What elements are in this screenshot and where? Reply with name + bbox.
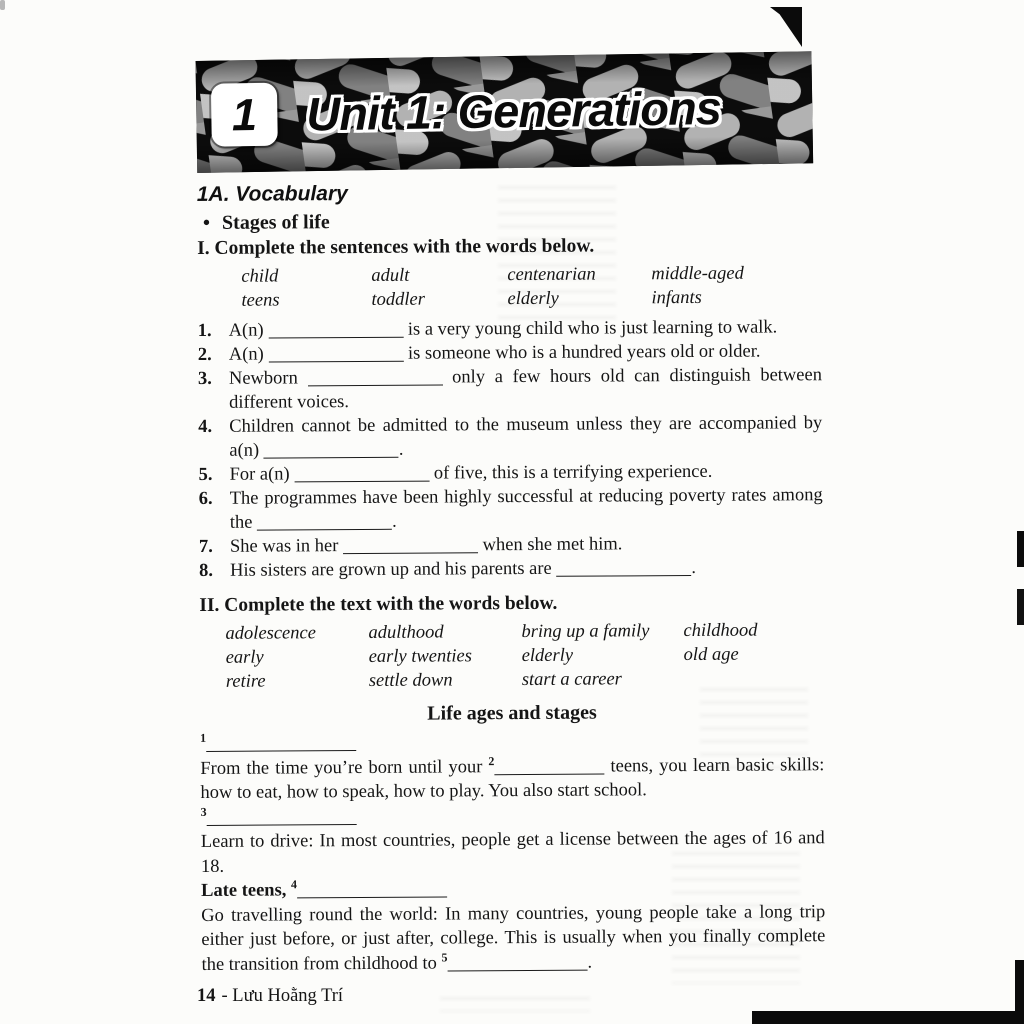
item-sentence	[229, 339, 822, 367]
item-sentence	[230, 483, 823, 535]
word-option: old age	[683, 644, 739, 666]
topic-label: Stages of life	[221, 211, 330, 234]
exercise-item	[199, 555, 823, 583]
text-run: is a very young child who is just learning to walk.	[403, 317, 778, 340]
text-run: Newborn	[228, 368, 308, 389]
text-run: only a few hours old can distinguish between different voices.	[229, 365, 823, 413]
fill-in-blank	[207, 810, 357, 826]
fill-in-blank	[494, 759, 604, 775]
unit-number: 1	[231, 89, 258, 141]
text-run: His sisters are grown up and his parents are	[230, 558, 557, 581]
fill-in-blank	[206, 736, 356, 752]
item-number: 2.	[197, 344, 212, 365]
item-sentence	[229, 459, 822, 487]
unit-number-badge	[211, 83, 278, 147]
unit-banner	[195, 51, 813, 173]
scan-artifact-right-tick	[1017, 531, 1024, 567]
text-paragraph	[201, 802, 825, 830]
fill-in-blank	[307, 371, 442, 387]
text-run: .	[691, 557, 697, 578]
word-option: adulthood	[368, 622, 444, 643]
blank-number: 1	[200, 730, 207, 745]
bleed-through-smudge	[440, 997, 590, 1012]
page-number: 14	[197, 986, 216, 1006]
text-run: is someone who is a hundred years old or older.	[403, 341, 761, 364]
item-number: 6.	[198, 488, 213, 509]
text-run: Children cannot be admitted to the museum unless they are accompanied by a(n)	[229, 413, 823, 461]
item-sentence	[230, 531, 823, 559]
text-run: when she met him.	[477, 534, 623, 556]
word-option: child	[241, 266, 279, 287]
unit-title: Unit 1: Generations	[305, 80, 722, 141]
word-option: settle down	[368, 670, 453, 691]
text-paragraph	[201, 875, 825, 903]
word-option: childhood	[683, 620, 758, 642]
item-sentence	[229, 411, 822, 463]
word-option: infants	[651, 287, 702, 309]
item-number: 7.	[198, 536, 213, 557]
text-run: The programmes have been highly successful at reducing poverty rates among the	[229, 485, 823, 533]
word-option: early twenties	[368, 646, 473, 667]
fill-in-blank	[268, 323, 403, 339]
blank-number: 5	[441, 949, 448, 964]
word-option: centenarian	[507, 264, 596, 286]
blank-number: 3	[200, 804, 207, 819]
exercise1-list	[198, 315, 824, 583]
topic-heading	[197, 206, 821, 236]
scan-artifact-right-corner	[1015, 960, 1024, 1024]
exercise-item	[198, 363, 822, 415]
exercise1-instruction: I. Complete the sentences with the words below.	[197, 235, 595, 259]
word-option: adolescence	[225, 623, 316, 644]
text-paragraph	[201, 900, 825, 977]
item-sentence	[230, 555, 823, 583]
fill-in-blank	[268, 347, 403, 363]
text-run: She was in her	[229, 536, 344, 557]
scan-artifact-corner	[770, 7, 802, 47]
item-number: 3.	[197, 368, 212, 389]
item-number: 1.	[197, 320, 212, 341]
word-option: elderly	[521, 645, 574, 667]
fill-in-blank	[264, 443, 399, 459]
bold-text: Late teens,	[201, 880, 292, 901]
text-run: teens, you learn basic skills: how to eat, how to speak, how to play. You also start school.	[200, 754, 825, 803]
item-sentence	[229, 363, 822, 415]
item-number: 4.	[198, 416, 213, 437]
word-option: start a career	[521, 669, 622, 691]
word-box-1	[241, 261, 821, 313]
fill-in-blank	[447, 955, 587, 971]
item-number: 5.	[198, 464, 213, 485]
text-run: Go travelling round the world: In many countries, young people take a long trip either just before, or just after, college. This is usually when you finally complete the transition from childhood to	[201, 901, 826, 975]
word-option: middle-aged	[651, 263, 744, 285]
exercise2-instruction: II. Complete the text with the words below.	[199, 592, 558, 616]
exercise-item	[199, 483, 823, 535]
word-option: retire	[225, 671, 266, 692]
word-option: teens	[241, 290, 280, 311]
word-option: elderly	[507, 288, 559, 310]
word-box-2	[225, 618, 823, 694]
page-footer	[197, 984, 343, 1009]
bullet-icon: •	[202, 211, 211, 234]
author-name: - Lưu Hoằng Trí	[221, 986, 344, 1006]
word-option: bring up a family	[521, 621, 650, 643]
text-paragraph	[200, 753, 824, 806]
scan-artifact-speck	[0, 0, 5, 10]
text-paragraph	[201, 826, 825, 879]
item-sentence	[229, 315, 822, 343]
reading-title: Life ages and stages	[427, 701, 597, 725]
section-heading: 1A. Vocabulary	[196, 182, 348, 206]
text-run: A(n)	[228, 344, 269, 365]
fill-in-blank	[297, 882, 447, 898]
word-option: adult	[371, 265, 410, 286]
text-run: of five, this is a terrifying experience.	[429, 461, 713, 484]
fill-in-blank	[294, 467, 429, 483]
page-content	[196, 54, 826, 977]
text-run: Learn to drive: In most countries, people get a license between the ages of 16 and 18.	[200, 828, 825, 877]
blank-number: 4	[290, 877, 298, 892]
text-run: For a(n)	[229, 464, 295, 485]
fill-in-blank	[343, 538, 478, 554]
text-run: A(n)	[228, 320, 269, 341]
fill-in-blank	[556, 561, 691, 577]
word-option: toddler	[371, 289, 425, 310]
text-run: From the time you’re born until your	[200, 756, 489, 779]
text-run: .	[398, 439, 404, 460]
word-option: early	[225, 647, 264, 668]
text-paragraph	[200, 728, 824, 756]
text-run: .	[587, 952, 593, 973]
item-number: 8.	[199, 560, 214, 581]
text-section	[200, 728, 825, 977]
fill-in-blank	[257, 515, 392, 531]
exercise-item	[198, 411, 822, 463]
text-run: .	[392, 511, 397, 532]
scan-artifact-bottom-bar	[752, 1011, 1024, 1024]
blank-number: 2	[488, 753, 495, 768]
